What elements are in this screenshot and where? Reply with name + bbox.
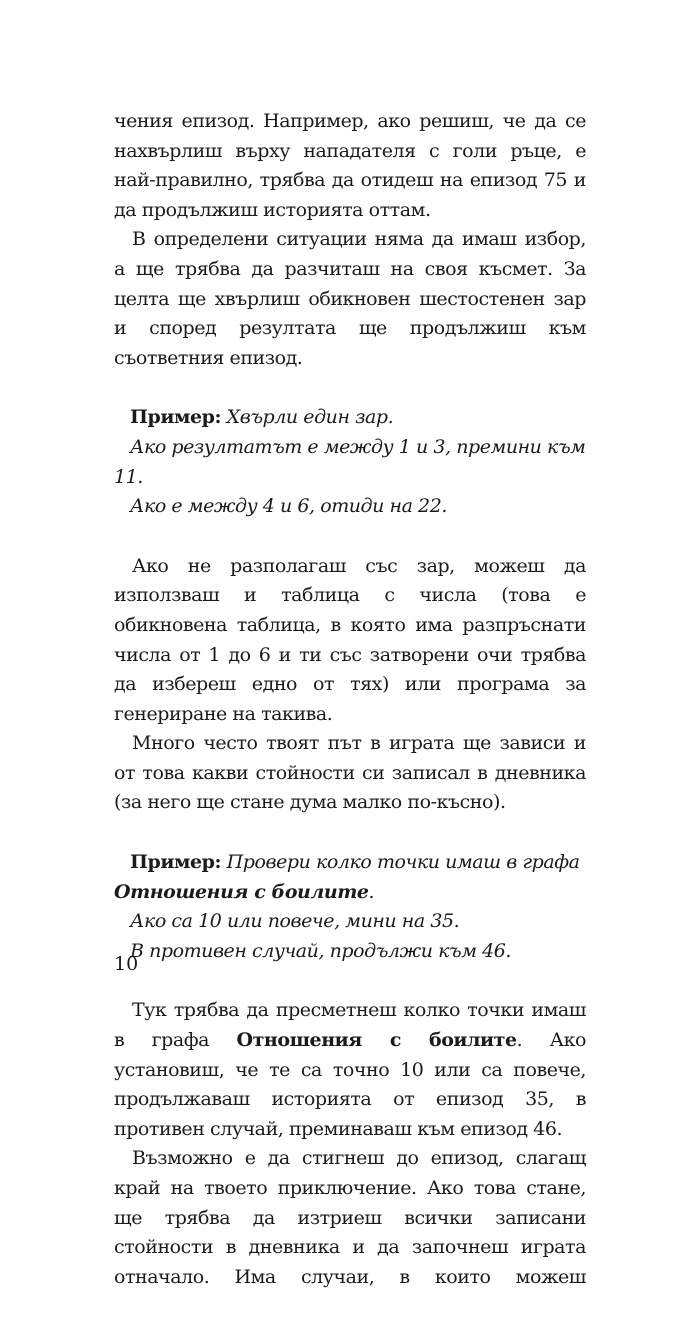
- paragraph-table-alternative: Ако не разполагаш със зар, можеш да използваш и таблица с числа (това е обикновена таблица, в която има разпръснати числа от 1 до 6 и ти със затворени очи трябва да избереш едно от тях) или програма за генериране на такива.: [114, 554, 586, 725]
- example-line: [114, 492, 586, 522]
- paragraph-explanation: [114, 996, 586, 1144]
- paragraph-continued: чения епизод. Например, ако решиш, че да се нахвърлиш върху нападателя с голи ръце, е най-правилно, трябва да отидеш на епизод 75 и да продължиш историята оттам.: [114, 110, 586, 221]
- example-text: В противен случай, продължи към 46.: [130, 939, 511, 962]
- example-text: Ако са 10 или повече, мини на 35.: [130, 910, 460, 933]
- paragraph-text: Тук трябва да пресметнеш колко точки имаш в графа: [114, 999, 586, 1052]
- paragraph-ending: Възможно е да стигнеш до епизод, слагащ край на твоето приключение. Ако това стане, ще трябва да изтриеш всички записани стойности в дневника и да започнеш играта отначало. Има случаи, в които можеш: [114, 1147, 586, 1288]
- example-line: [114, 848, 586, 907]
- example-text: .: [368, 880, 375, 903]
- paragraph-journal: Много често твоят път в играта ще зависи и от това какви стойности си записал в дневника (за него ще стане дума малко по-късно).: [114, 732, 586, 814]
- spacer: [114, 966, 586, 996]
- spacer: [114, 522, 586, 552]
- example-text: Хвърли един зар.: [221, 406, 394, 429]
- paragraph-dice-intro: В определени ситуации няма да имаш избор, а ще трябва да разчиташ на своя късмет. За целта ще хвърлиш обикновен шестостенен зар и според резултата ще продължиш към съответния епизод.: [114, 228, 586, 369]
- spacer: [114, 818, 586, 848]
- example-relations: [114, 848, 586, 966]
- paragraph-text: . Ако установиш, че те са точно 10 или са повече, продължаваш историята от епизод 35, в противен случай, преминаваш към епизод 46.: [114, 1029, 586, 1140]
- example-label: Пример:: [130, 406, 222, 429]
- example-label: Пример:: [130, 851, 222, 874]
- bold-term: Отношения с боилите: [236, 1029, 517, 1052]
- page-number: 10: [114, 953, 139, 975]
- spacer: [114, 373, 586, 403]
- example-dice: [114, 403, 586, 521]
- example-text: Ако резултатът е между 1 и 3, премини към 11.: [114, 435, 586, 488]
- example-line: [114, 403, 586, 433]
- page-body: [114, 107, 586, 1322]
- example-text: Провери колко точки имаш в графа: [221, 851, 580, 874]
- example-bold-term: Отношения с боилите: [114, 880, 369, 903]
- example-line: [114, 433, 586, 492]
- example-text: Ако е между 4 и 6, отиди на 22.: [130, 495, 447, 518]
- example-line: [114, 907, 586, 937]
- example-line: [114, 937, 586, 967]
